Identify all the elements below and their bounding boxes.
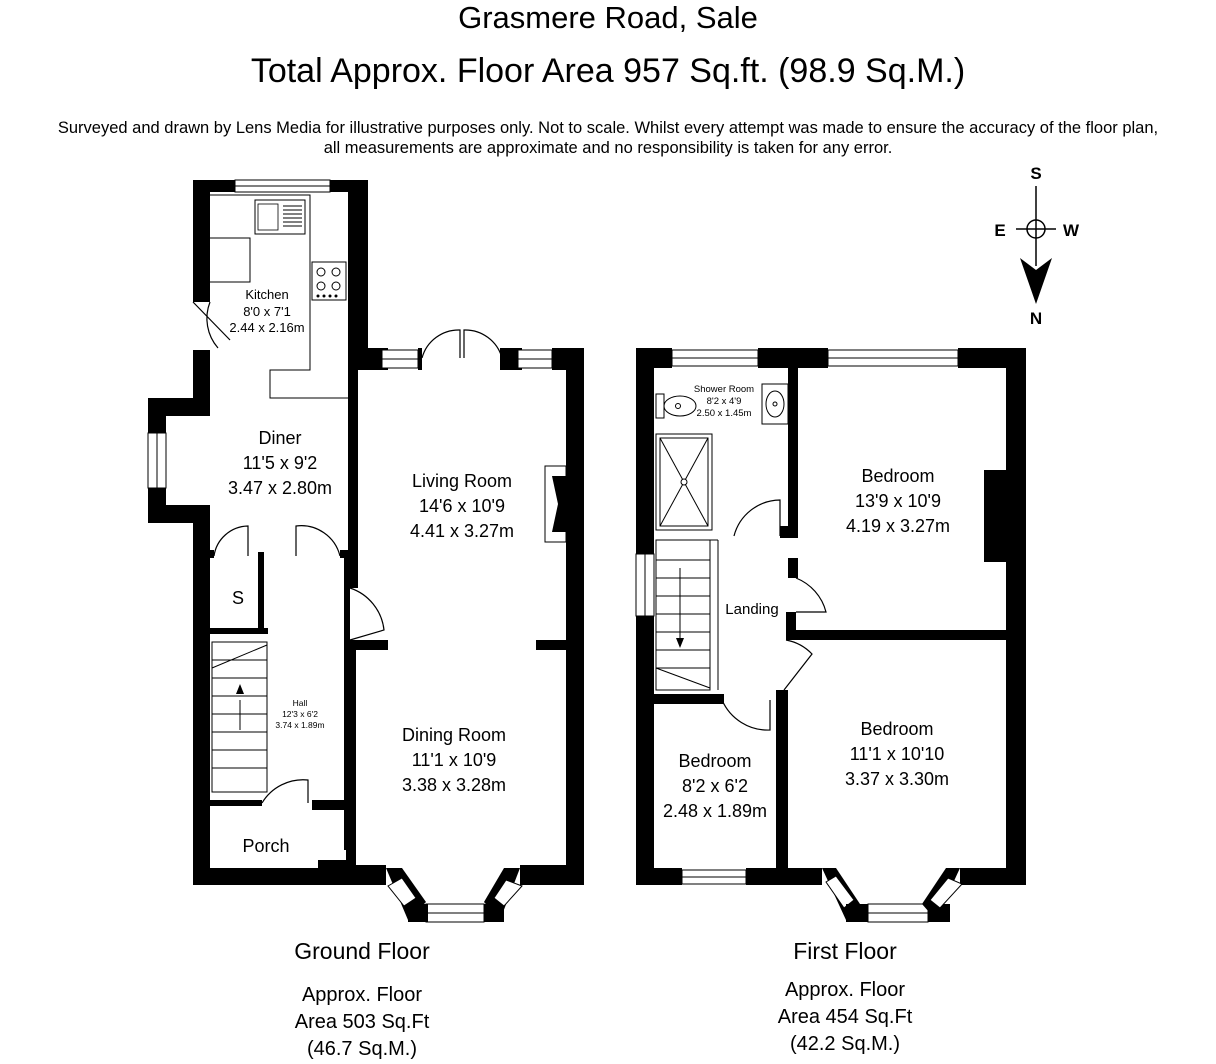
- bedroom3-imperial: 11'1 x 10'10: [849, 744, 945, 764]
- living-room-metric: 4.41 x 3.27m: [409, 521, 515, 541]
- first-wall-left-upper: [636, 348, 654, 554]
- ground-floor-area-line-2: Area 503 Sq.Ft: [294, 1011, 430, 1033]
- living-room-imperial: 14'6 x 10'9: [419, 496, 505, 516]
- bedroom1-metric: 4.19 x 3.27m: [845, 516, 951, 536]
- first-floor-title: First Floor: [793, 938, 897, 964]
- bedroom2-metric: 2.48 x 1.89m: [662, 801, 768, 821]
- living-door-swing: [350, 588, 384, 640]
- bedroom1-imperial: 13'9 x 10'9: [855, 491, 941, 511]
- store-label: S: [231, 588, 245, 608]
- kitchen-imperial: 8'0 x 7'1: [243, 304, 291, 319]
- diner-metric: 3.47 x 2.80m: [227, 478, 333, 498]
- bed2-bed3-wall: [776, 690, 788, 868]
- diner-imperial: 11'5 x 9'2: [242, 453, 318, 473]
- stairs-up-arrow-icon: [236, 684, 244, 694]
- kitchen-wall-left: [193, 180, 210, 302]
- first-floor-stairs: [656, 540, 718, 690]
- bedroom2-name: Bedroom: [678, 751, 752, 771]
- bedroom1-door-swing: [796, 578, 826, 612]
- bedroom2-door-swing: [722, 700, 770, 730]
- basin-icon: [762, 384, 788, 424]
- compass-icon: [1016, 186, 1056, 304]
- first-floor-area-line-2: Area 454 Sq.Ft: [777, 1006, 913, 1028]
- porch-wall-bottom: [193, 868, 318, 885]
- bed1-bed3-wall: [786, 630, 1026, 640]
- shower-room-metric: 2.50 x 1.45m: [696, 408, 752, 419]
- living-wall-right: [566, 348, 584, 885]
- first-wall-right: [1006, 348, 1026, 885]
- living-wall-left: [348, 348, 358, 588]
- diner-door-swing-left: [214, 526, 248, 556]
- patio-door-left: [422, 330, 460, 358]
- hall-name: Hall: [292, 698, 308, 708]
- patio-door-right: [464, 330, 502, 358]
- shower-bedroom-wall: [788, 348, 798, 538]
- property-title: Grasmere Road, Sale: [458, 0, 758, 35]
- dining-room-name: Dining Room: [401, 725, 507, 745]
- dining-room-imperial: 11'1 x 10'9: [411, 750, 497, 770]
- bedroom3-metric: 3.37 x 3.30m: [844, 769, 950, 789]
- landing-bed2-wall: [654, 694, 724, 704]
- total-floor-area: Total Approx. Floor Area 957 Sq.ft. (98.9 Sq.M.): [250, 52, 966, 90]
- shower-tray-icon: [656, 434, 712, 530]
- kitchen-door-swing: [207, 302, 218, 348]
- ground-stairs: [212, 642, 267, 792]
- store-wall: [258, 552, 264, 632]
- porch-name: Porch: [242, 836, 290, 856]
- compass-north: N: [1029, 309, 1043, 328]
- compass-west: W: [1062, 221, 1080, 240]
- ground-floor-area-line-3: (46.7 Sq.M.): [306, 1038, 418, 1060]
- toilet-icon: [656, 394, 696, 418]
- kitchen-metric: 2.44 x 2.16m: [229, 320, 305, 335]
- dining-room-metric: 3.38 x 3.28m: [401, 775, 507, 795]
- first-floor-plan: [636, 348, 1026, 922]
- bedroom2-imperial: 8'2 x 6'2: [682, 776, 748, 796]
- bedroom3-name: Bedroom: [860, 719, 934, 739]
- sink-icon: [255, 200, 305, 234]
- first-floor-area: [745, 977, 945, 1058]
- kitchen-wall-right: [348, 180, 368, 370]
- shower-room-imperial: 8'2 x 4'9: [706, 396, 742, 407]
- diner-name: Diner: [258, 428, 302, 448]
- ground-floor-area-line-1: Approx. Floor: [301, 984, 423, 1006]
- bedroom-chimney-breast: [984, 470, 1006, 562]
- ground-wall-left: [193, 505, 210, 885]
- shower-room-name: Shower Room: [693, 384, 755, 395]
- hob-icon: [312, 262, 346, 300]
- ground-floor-title: Ground Floor: [294, 938, 430, 964]
- first-floor-area-line-1: Approx. Floor: [784, 979, 906, 1001]
- shower-room-door-swing: [734, 500, 780, 536]
- kitchen-name: Kitchen: [245, 287, 289, 302]
- stairs-down-arrow-icon: [676, 638, 684, 648]
- diner-door-swing-right: [296, 526, 340, 556]
- disclaimer-line-1: Surveyed and drawn by Lens Media for illustrative purposes only. Not to scale. Whilst every attempt was made to ensure the accuracy of the floor plan,: [57, 119, 1159, 137]
- disclaimer-line-2: all measurements are approximate and no responsibility is taken for any error.: [323, 139, 893, 157]
- living-room-name: Living Room: [411, 471, 513, 491]
- bedroom3-door-swing: [784, 640, 812, 690]
- ground-floor-area: [262, 982, 462, 1063]
- hall-imperial: 12'3 x 6'2: [282, 709, 318, 719]
- ground-floor-plan: [148, 180, 584, 922]
- landing-name: Landing: [725, 601, 779, 618]
- hall-metric: 3.74 x 1.89m: [275, 720, 325, 730]
- compass-south: S: [1030, 164, 1042, 183]
- compass-east: E: [994, 221, 1006, 240]
- bedroom1-name: Bedroom: [861, 466, 935, 486]
- first-floor-area-line-3: (42.2 Sq.M.): [789, 1033, 901, 1055]
- porch-door-swing: [262, 780, 308, 803]
